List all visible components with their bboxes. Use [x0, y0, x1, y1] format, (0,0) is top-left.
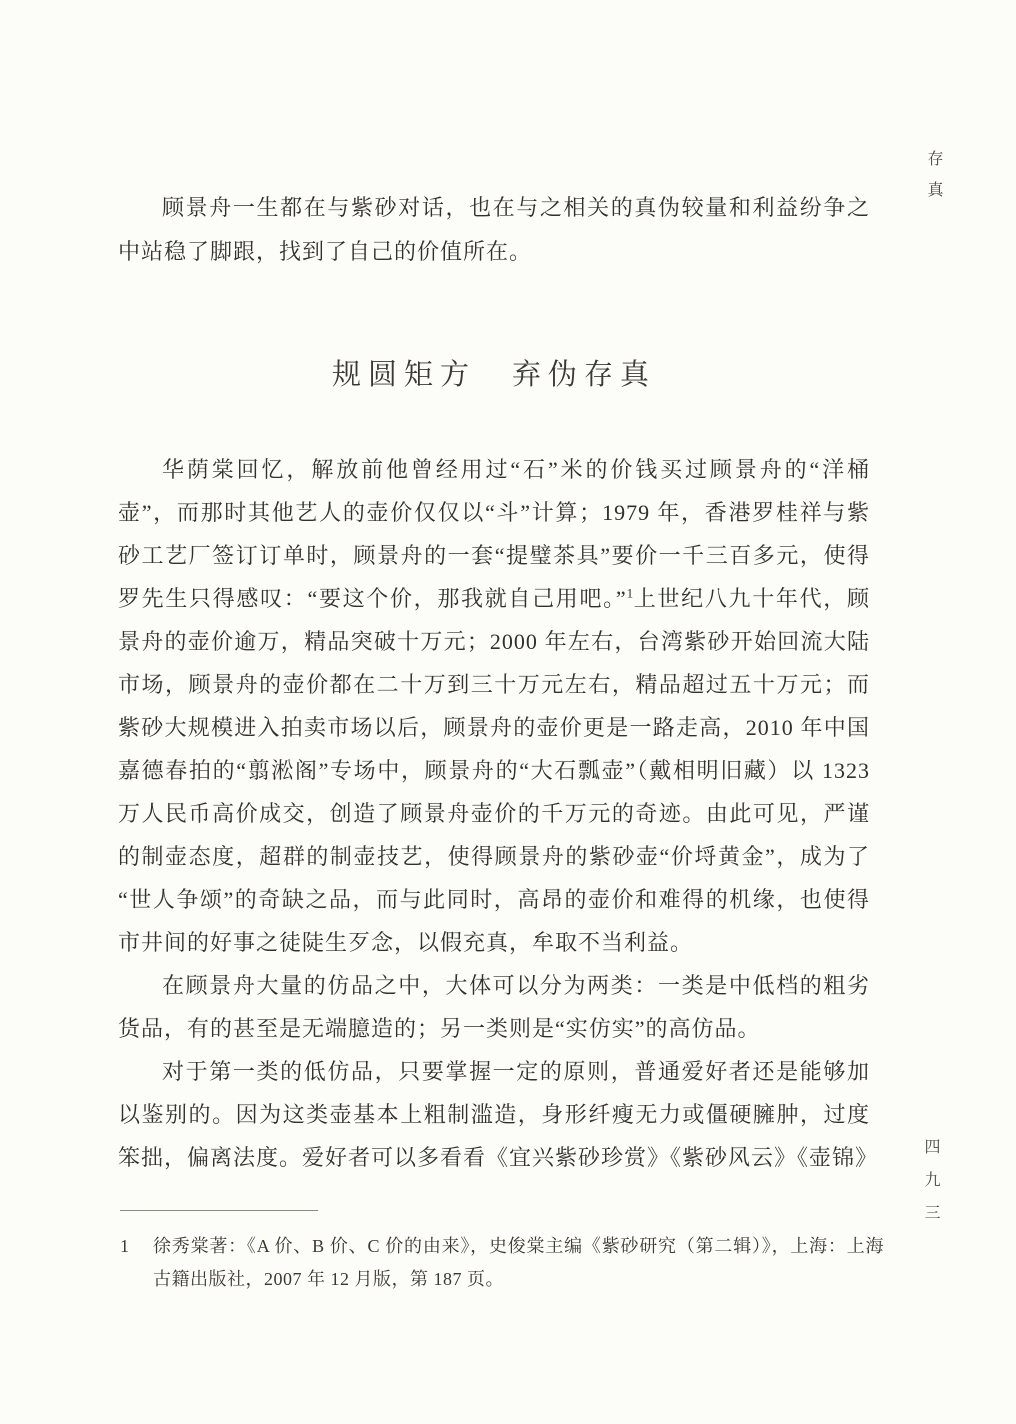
- footnote-text: 徐秀棠著：《A 价、B 价、C 价的由来》，史俊棠主编《紫砂研究（第二辑）》，上海：上海古籍出版社，2007 年 12 月版，第 187 页。: [153, 1236, 884, 1289]
- section-title: 规圆矩方 弃伪存真: [331, 359, 656, 391]
- body-paragraph-1: [118, 448, 870, 964]
- footnote-separator: [120, 1210, 318, 1211]
- page-number: 四九三: [922, 1138, 939, 1237]
- footnote: [120, 1230, 884, 1296]
- intro-paragraph: 顾景舟一生都在与紫砂对话，也在与之相关的真伪较量和利益纷争之中站稳了脚跟，找到了自己的价值所在。: [118, 195, 870, 264]
- body-paragraph-3: 对于第一类的低仿品，只要掌握一定的原则，普通爱好者还是能够加以鉴别的。因为这类壶基本上粗制滥造，身形纤瘦无力或僵硬臃肿，过度笨拙，偏离法度。爱好者可以多看看《宜兴紫砂珍赏》《紫砂风云》《壶锦》: [118, 1059, 879, 1170]
- paragraph-text: 华荫棠回忆，解放前他曾经用过“石”米的价钱买过顾景舟的“洋桶壶”，而那时其他艺人的壶价仅仅以“斗”计算；1979 年，香港罗桂祥与紫砂工艺厂签订订单时，顾景舟的一套“提璧茶具”要价一千三百多元，使得罗先生只得感叹：“要这个价，那我就自己用吧。”: [118, 457, 870, 611]
- footnote-reference: 1: [626, 585, 634, 601]
- footnote-marker: 1: [120, 1236, 130, 1256]
- body-text: [118, 448, 879, 1179]
- body-paragraph-2: 在顾景舟大量的仿品之中，大体可以分为两类：一类是中低档的粗劣货品，有的甚至是无端臆造的；另一类则是“实仿实”的高仿品。: [118, 973, 870, 1041]
- paragraph-text: 上世纪八九十年代，顾景舟的壶价逾万，精品突破十万元；2000 年左右，台湾紫砂开始回流大陆市场，顾景舟的壶价都在二十万到三十万元左右，精品超过五十万元；而紫砂大规模进入拍卖市场以后，顾景舟的壶价更是一路走高，2010 年中国嘉德春拍的“翦淞阁”专场中，顾景舟的“大石瓢壶”（戴相明旧藏）以 1323 万人民币高价成交，创造了顾景舟壶价的千万元的奇迹。由此可见，严谨的制壶态度，超群的制壶技艺，使得顾景舟的紫砂壶“价埒黄金”，成为了“世人争颂”的奇缺之品，而与此同时，高昂的壶价和难得的机缘，也使得市井间的好事之徒陡生歹念，以假充真，牟取不当利益。: [118, 586, 870, 955]
- margin-section-label: 存真: [925, 150, 942, 212]
